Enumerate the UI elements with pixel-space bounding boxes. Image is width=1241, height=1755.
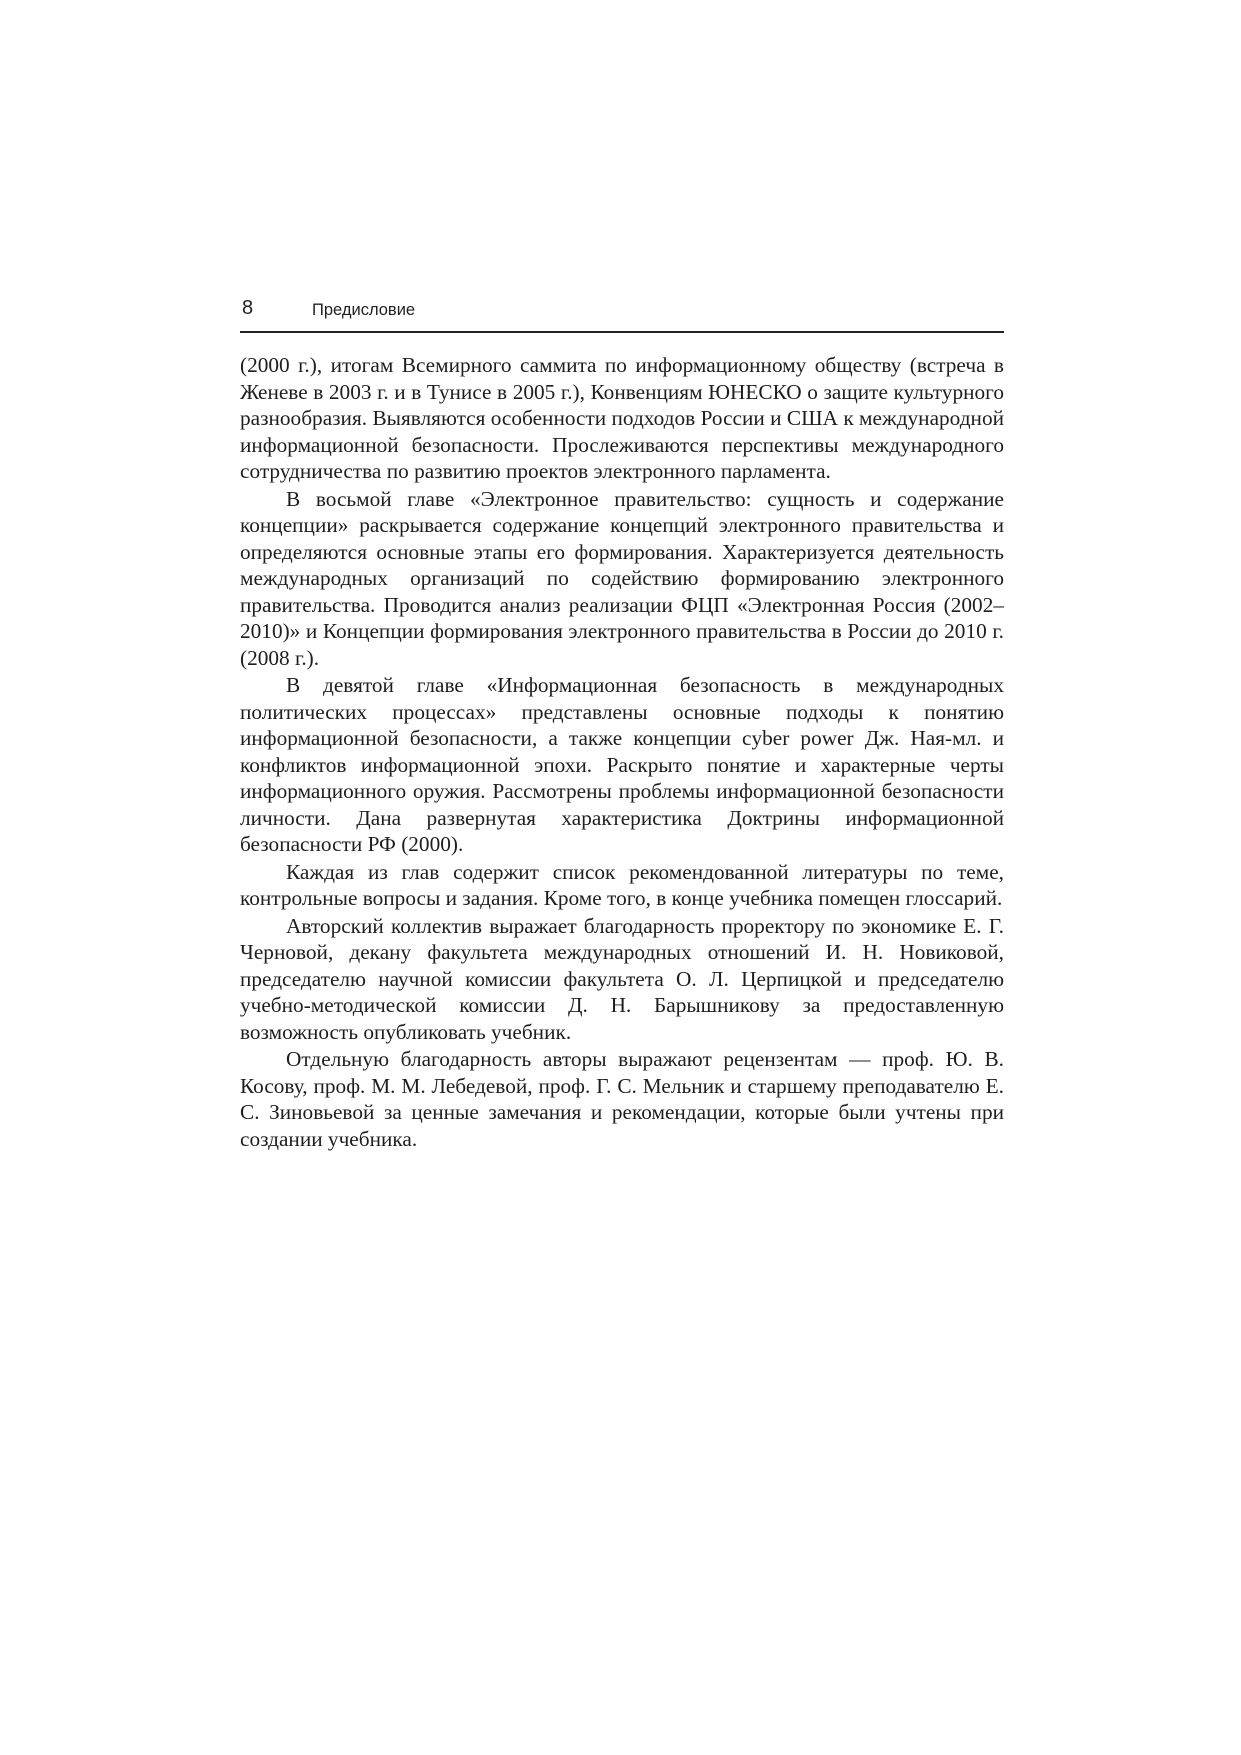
running-header <box>240 297 1004 333</box>
page-number: 8 <box>242 297 254 319</box>
paragraph: В девятой главе «Информационная безопасность в международных политических процессах» представлены основные подходы к понятию информационной безопасности, а также концепции cyber power Дж. Ная-мл. и конфликтов информационной эпохи. Раскрыто понятие и характерные черты информационного оружия. Рассмотрены проблемы информационной безопасности личности. Дана развернутая характеристика Доктрины информационной безопасности РФ (2000). <box>240 673 1004 856</box>
body-text <box>240 352 1004 1152</box>
paragraph: Авторский коллектив выражает благодарность проректору по экономике Е. Г. Черновой, декану факультета международных отношений И. Н. Новиковой, председателю научной комиссии факультета О. Л. Церпицкой и председателю учебно-методической комиссии Д. Н. Барышникову за предоставленную возможность опубликовать учебник. <box>240 913 1004 1044</box>
paragraph: В восьмой главе «Электронное правительство: сущность и содержание концепции» раскрывается содержание концепций электронного правительства и определяются основные этапы его формирования. Характеризуется деятельность международных организаций по содействию формированию электронного правительства. Проводится анализ реализации ФЦП «Электронная Россия (2002–2010)» и Концепции формирования электронного правительства в России до 2010 г. (2008 г.). <box>240 486 1004 670</box>
paragraph: (2000 г.), итогам Всемирного саммита по информационному обществу (встреча в Женеве в 2003 г. и в Тунисе в 2005 г.), Конвенциям ЮНЕСКО о защите культурного разнообразия. Выявляются особенности подходов России и США к международной информационной безопасности. Прослеживаются перспективы международного сотрудничества по развитию проектов электронного парламента. <box>240 353 1004 483</box>
paragraph: Каждая из глав содержит список рекомендованной литературы по теме, контрольные вопросы и задания. Кроме того, в конце учебника помещен глоссарий. <box>240 859 1004 910</box>
section-title: Предисловие <box>312 301 416 319</box>
paragraph: Отдельную благодарность авторы выражают рецензентам — проф. Ю. В. Косову, проф. М. М. Лебедевой, проф. Г. С. Мельник и старшему преподавателю Е. С. Зиновьевой за ценные замечания и рекомендации, которые были учтены при создании учебника. <box>240 1047 1004 1151</box>
